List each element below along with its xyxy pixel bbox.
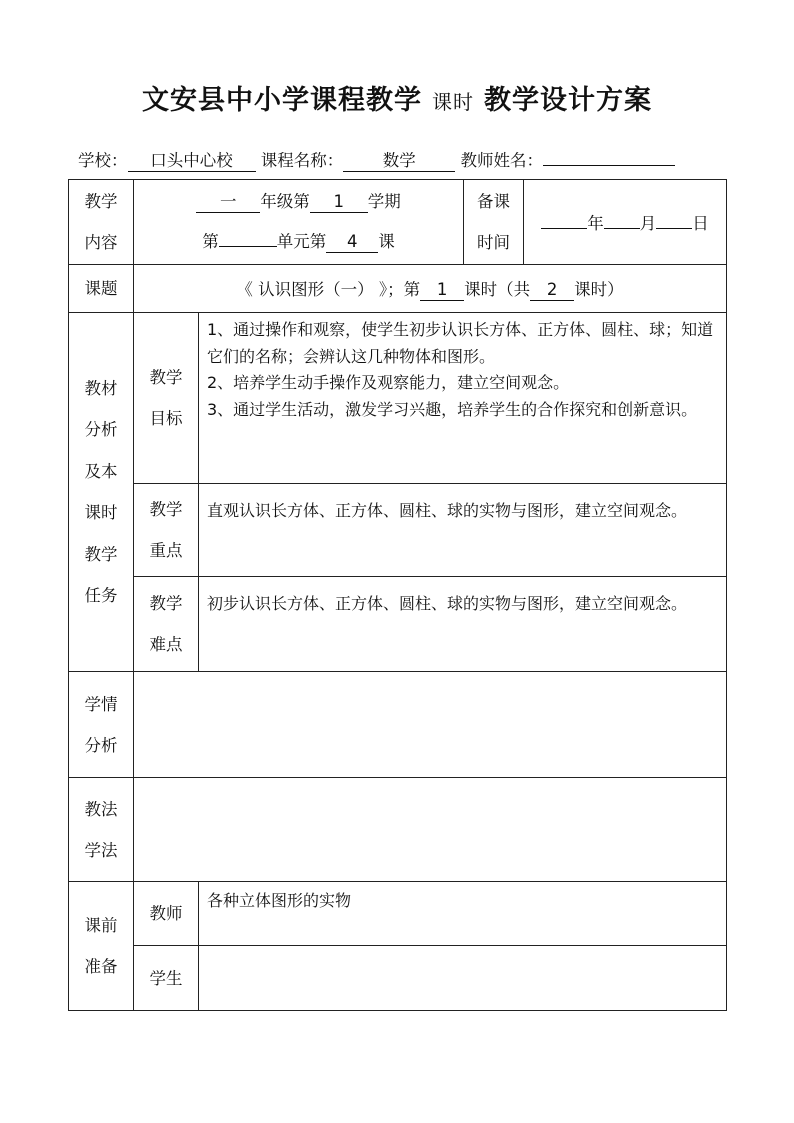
lesson-field[interactable]: 4 — [326, 232, 378, 253]
course-field[interactable]: 数学 — [343, 151, 455, 172]
lesson-plan-table — [68, 179, 727, 1011]
methods-label: 教法 学法 — [69, 778, 134, 882]
page-title — [0, 78, 794, 117]
school-field[interactable]: 口头中心校 — [128, 151, 256, 172]
difficulty-row — [69, 577, 727, 672]
prep-year-field[interactable] — [541, 228, 587, 229]
difficulty-label: 教学 难点 — [134, 577, 199, 672]
unit-lesson-line: 第 单元第 4 课 — [202, 232, 395, 251]
topic-row — [69, 265, 727, 313]
difficulty-text: 初步认识长方体、正方体、圆柱、球的实物与图形，建立空间观念。 — [199, 577, 727, 672]
preparation-label: 课前 准备 — [69, 882, 134, 1011]
key-points-row — [69, 484, 727, 577]
topic-value: 《 认识图形（一） 》；第 1 课时（共 2 课时） — [134, 265, 727, 313]
title-main-right: 教学设计方案 — [484, 85, 652, 116]
teacher-label: 教师姓名： — [460, 151, 543, 170]
content-label: 教学 内容 — [69, 180, 134, 265]
prep-month-field[interactable] — [604, 228, 640, 229]
student-analysis-row — [69, 672, 727, 778]
goals-label: 教学 目标 — [134, 313, 199, 484]
methods-row — [69, 778, 727, 882]
key-points-label: 教学 重点 — [134, 484, 199, 577]
prep-teacher-row — [69, 882, 727, 946]
title-sub: 课时 — [432, 90, 474, 114]
prep-teacher-text: 各种立体图形的实物 — [199, 882, 727, 946]
content-value — [134, 180, 464, 265]
prep-student-label: 学生 — [134, 946, 199, 1011]
content-row — [69, 180, 727, 265]
school-label: 学校： — [78, 151, 128, 170]
goals-row — [69, 313, 727, 484]
prep-time-label: 备课 时间 — [464, 180, 524, 265]
unit-field[interactable] — [219, 246, 277, 247]
teacher-field[interactable] — [543, 165, 675, 166]
course-label: 课程名称： — [260, 151, 344, 170]
topic-label: 课题 — [69, 265, 134, 313]
prep-student-field[interactable] — [199, 946, 727, 1011]
goals-text-body: 1、通过操作和观察，使学生初步认识长方体、正方体、圆柱、球；知道它们的名称；会辨认这几种物体和图形。 2、培养学生动手操作及观察能力，建立空间观念。 3、通过学生活动，激发学习兴趣，培养学生的合作探究和创新意识。 — [207, 320, 714, 419]
grade-field[interactable]: 一 — [196, 192, 260, 213]
prep-time-value: 年 月 日 — [524, 180, 727, 265]
title-main-left: 文安县中小学课程教学 — [142, 85, 422, 116]
header-info-row — [78, 147, 718, 172]
key-points-text: 直观认识长方体、正方体、圆柱、球的实物与图形，建立空间观念。 — [199, 484, 727, 577]
prep-day-field[interactable] — [656, 228, 692, 229]
prep-student-row — [69, 946, 727, 1011]
goals-text — [199, 313, 727, 484]
total-periods-field[interactable]: 2 — [530, 280, 574, 301]
prep-teacher-label: 教师 — [134, 882, 199, 946]
methods-field[interactable] — [134, 778, 727, 882]
period-field[interactable]: 1 — [420, 280, 464, 301]
student-analysis-field[interactable] — [134, 672, 727, 778]
term-field[interactable]: 1 — [310, 192, 368, 213]
grade-term-line: 一 年级第 1 学期 — [134, 182, 463, 222]
student-analysis-label: 学情 分析 — [69, 672, 134, 778]
analysis-label: 教材 分析 及本 课时 教学 任务 — [69, 313, 134, 672]
